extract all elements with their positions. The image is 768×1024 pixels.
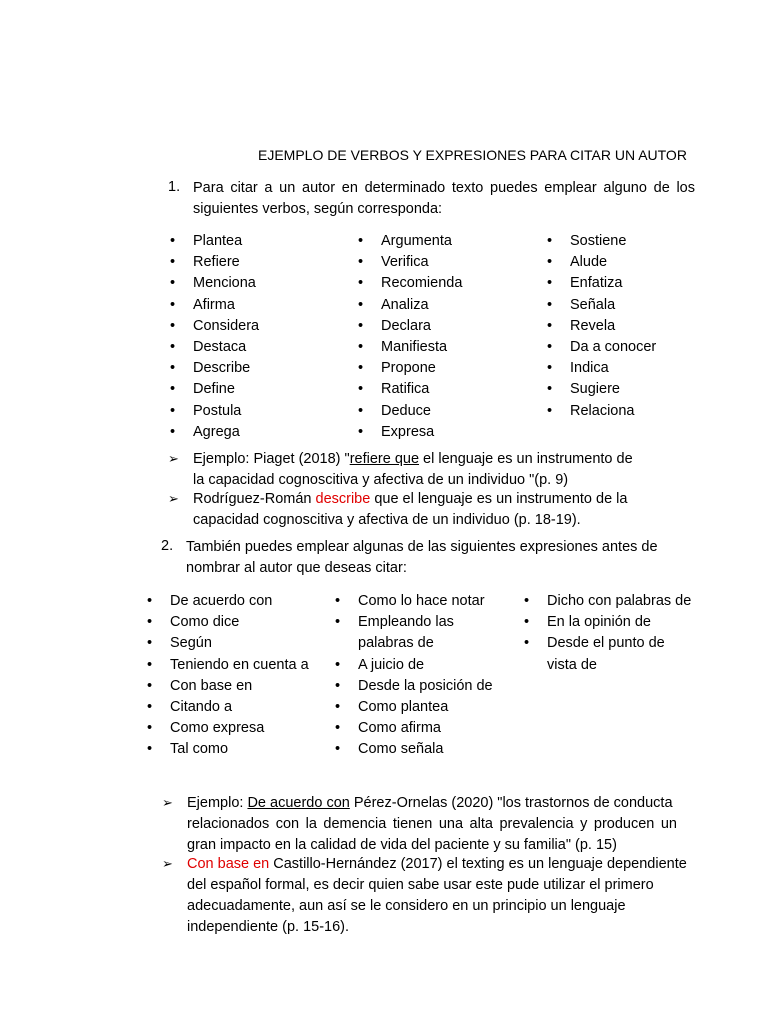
list-item-label: Destaca [193,338,247,355]
list-item-label: Refiere [193,254,240,271]
list-item-label: Considera [193,317,260,334]
bullet-icon: • [170,402,176,419]
list-item-label: Como afirma [358,720,441,737]
bullet-icon: • [147,656,153,673]
list-item-label: Plantea [193,233,243,249]
section1-intro-line1: Para citar a un autor en determinado texto puedes emplear alguno de los [193,180,695,196]
example3-label: Ejemplo: [187,795,248,811]
list-item-label: Relaciona [570,402,635,419]
example1-highlight: refiere que [349,451,420,467]
page-title: EJEMPLO DE VERBOS Y EXPRESIONES PARA CITAR UN AUTOR [258,147,687,163]
example4-line1-rest: Castillo-Hernández (2017) el texting es un lenguaje dependiente [269,856,687,872]
bullet-icon: • [547,254,553,271]
bullet-icon: • [524,635,530,652]
list-item-label: Enfatiza [570,275,623,292]
list-item [547,295,656,316]
bullet-icon: • [524,614,530,631]
example2-line2: capacidad cognoscitiva y afectiva de un individuo (p. 18-19). [193,512,581,528]
list-item-label: Agrega [193,423,240,440]
list-item [147,612,309,633]
section1-intro-line2: siguientes verbos, según corresponda: [193,201,443,217]
list-item [335,718,493,739]
list-item [547,379,656,400]
list-item [147,633,309,654]
list-item-label: Manifiesta [381,338,448,355]
list-item-label: Dicho con palabras de [547,593,692,609]
bullet-icon: • [547,338,553,355]
list-item [170,231,259,252]
bullet-icon: • [170,338,176,355]
list-item [335,697,493,718]
list-item-label: palabras de [358,635,434,652]
list-item [358,337,462,358]
arrow-bullet-icon: ➢ [168,491,179,506]
list-item-label: Analiza [381,296,429,313]
list-item [547,252,656,273]
list-item-label: Propone [381,360,436,377]
section2-number: 2. [161,538,174,554]
list-item-label: Describe [193,360,251,377]
bullet-icon: • [335,720,341,737]
bullet-icon: • [170,317,176,334]
example4-line4: independiente (p. 15-16). [187,919,350,935]
list-item [170,295,259,316]
bullet-icon: • [170,233,176,249]
verbs-column-2 [358,231,463,443]
section1-number: 1. [168,179,181,195]
example3-highlight: De acuerdo con [247,795,350,811]
bullet-icon: • [170,423,176,440]
list-item [358,316,462,337]
bullet-icon: • [170,254,176,271]
expressions-column-2 [335,591,493,761]
expressions-column-3 [524,591,692,676]
list-item-label: Según [170,635,212,652]
example3-line1-rest: Pérez-Ornelas (2020) "los trastornos de conducta [349,795,673,811]
example4-line2: del español formal, es decir quien sabe usar este pude utilizar el primero [187,877,654,893]
list-item [358,422,462,443]
bullet-icon: • [547,402,553,419]
arrow-bullet-icon: ➢ [162,856,173,871]
bullet-icon: • [147,698,153,715]
example3-line3: gran impacto en la calidad de vida del paciente y su familia" (p. 15) [187,837,617,853]
list-item-label: De acuerdo con [170,593,273,609]
bullet-icon: • [358,381,364,398]
list-item [170,316,260,337]
list-item-label: Da a conocer [570,338,657,355]
bullet-icon: • [358,296,364,313]
bullet-icon: • [524,593,530,609]
list-item [358,379,462,400]
list-item [358,633,493,654]
list-item [547,358,656,379]
list-item-label: Como expresa [170,720,265,737]
list-item [358,358,462,379]
bullet-icon: • [170,381,176,398]
example1-line2: la capacidad cognoscitiva y afectiva de un individuo "(p. 9) [193,472,569,488]
bullet-icon: • [547,275,553,292]
list-item-label: Recomienda [381,275,463,292]
list-item-label: Afirma [193,296,235,313]
list-item [358,252,462,273]
example2-line1 [193,489,627,510]
bullet-icon: • [170,296,176,313]
list-item [547,231,656,252]
bullet-icon: • [335,593,341,609]
bullet-icon: • [335,677,341,694]
list-item [358,295,462,316]
bullet-icon: • [358,338,364,355]
list-item-label: Postula [193,402,242,419]
bullet-icon: • [547,233,553,249]
list-item-label: Menciona [193,275,256,292]
list-item [170,337,259,358]
list-item-label: Deduce [381,402,431,419]
list-item [547,655,691,676]
list-item [147,591,309,612]
list-item [358,401,462,422]
bullet-icon: • [358,233,364,249]
list-item-label: Alude [570,254,608,271]
verbs-column-3 [547,231,657,422]
list-item-label: Declara [381,317,431,334]
bullet-icon: • [170,360,176,377]
list-item-label: Tal como [170,741,229,758]
list-item-label: Define [193,381,235,398]
arrow-bullet-icon: ➢ [162,795,173,810]
bullet-icon: • [358,360,364,377]
bullet-icon: • [147,677,153,694]
list-item [524,591,692,612]
arrow-bullet-icon: ➢ [168,451,179,466]
list-item-label: Desde el punto de [547,635,665,652]
list-item-label: vista de [547,656,597,673]
example4-highlight: Con base en [187,856,270,872]
bullet-icon: • [358,254,364,271]
bullet-icon: • [358,275,364,292]
bullet-icon: • [335,698,341,715]
list-item-label: Teniendo en cuenta a [170,656,309,673]
list-item [335,612,493,633]
bullet-icon: • [147,614,153,631]
bullet-icon: • [547,296,553,313]
list-item-label: Indica [570,360,609,377]
list-item-label: Con base en [170,677,253,694]
section2-intro-line2: nombrar al autor que deseas citar: [186,560,407,576]
example2-highlight: describe [315,491,371,507]
list-item-label: Revela [570,317,616,334]
list-item-label: Como dice [170,614,240,631]
list-item [147,697,309,718]
list-item [335,655,493,676]
list-item [170,379,259,400]
bullet-icon: • [335,614,341,631]
expressions-column-1 [147,591,309,761]
bullet-icon: • [147,593,153,609]
list-item [547,316,656,337]
list-item-label: Empleando las [358,614,454,631]
example1-rest: el lenguaje es un instrumento de [419,451,633,467]
example4-line1 [187,854,687,875]
bullet-icon: • [147,720,153,737]
list-item [547,273,656,294]
list-item-label: Sostiene [570,233,627,249]
bullet-icon: • [335,656,341,673]
bullet-icon: • [147,741,153,758]
example1-line1 [193,449,633,470]
example2-prefix: Rodríguez-Román [193,491,316,507]
list-item [170,401,259,422]
list-item [147,739,309,760]
list-item-label: Expresa [381,423,435,440]
list-item [547,401,656,422]
bullet-icon: • [547,360,553,377]
list-item [170,358,259,379]
list-item-label: Citando a [170,698,233,715]
list-item-label: Ratifica [381,381,430,398]
list-item [147,718,309,739]
list-item-label: Desde la posición de [358,677,493,694]
example4-line3: adecuadamente, aun así se le considero en un principio un lenguaje [187,898,626,914]
list-item [147,655,309,676]
bullet-icon: • [147,635,153,652]
list-item [547,337,657,358]
list-item [335,676,493,697]
verbs-column-1 [170,231,260,443]
list-item-label: A juicio de [358,656,425,673]
example2-rest: que el lenguaje es un instrumento de la [370,491,628,507]
list-item-label: En la opinión de [547,614,651,631]
list-item-label: Como señala [358,741,444,758]
list-item [147,676,309,697]
bullet-icon: • [358,402,364,419]
list-item [524,612,691,633]
bullet-icon: • [335,741,341,758]
list-item-label: Como plantea [358,698,449,715]
example1-prefix: Ejemplo: Piaget (2018) " [193,451,350,467]
list-item [335,591,493,612]
list-item [524,633,691,654]
example3-line2: relacionados con la demencia tienen una alta prevalencia y producen un [187,816,677,832]
bullet-icon: • [170,275,176,292]
section2-intro-line1: También puedes emplear algunas de las siguientes expresiones antes de [186,539,658,555]
list-item [358,273,463,294]
list-item [358,231,462,252]
list-item-label: Como lo hace notar [358,593,485,609]
list-item [335,739,493,760]
list-item [170,273,259,294]
list-item [170,252,259,273]
example3-line1 [187,793,673,814]
bullet-icon: • [358,317,364,334]
bullet-icon: • [358,423,364,440]
list-item [170,422,259,443]
list-item-label: Señala [570,296,616,313]
list-item-label: Sugiere [570,381,620,398]
bullet-icon: • [547,381,553,398]
list-item-label: Verifica [381,254,429,271]
bullet-icon: • [547,317,553,334]
list-item-label: Argumenta [381,233,452,249]
